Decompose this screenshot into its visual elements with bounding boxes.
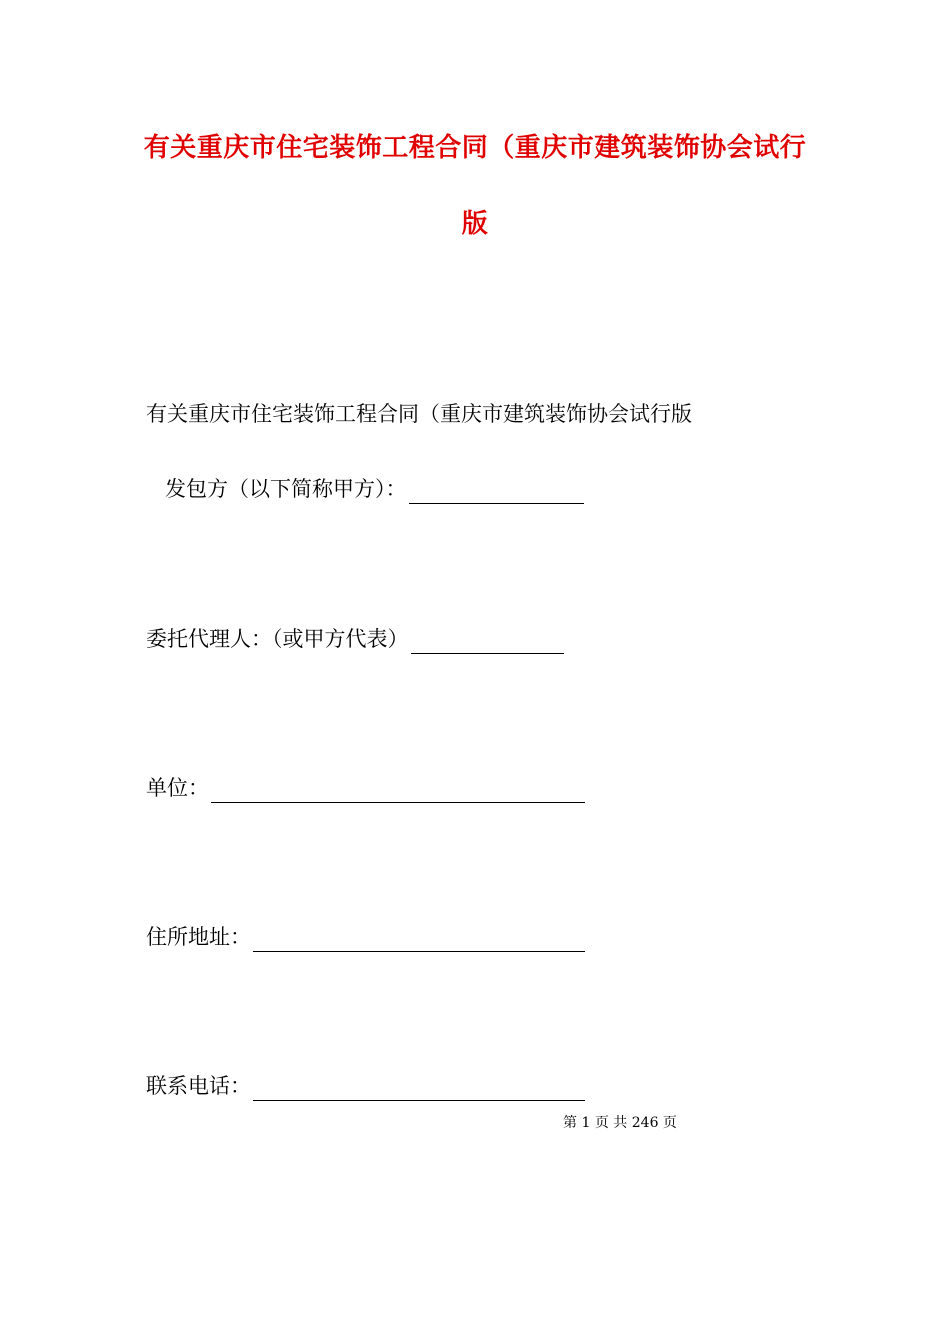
contracting-party-blank[interactable] — [409, 481, 584, 504]
agent-label: 委托代理人：（或甲方代表） — [146, 627, 409, 651]
phone-field — [146, 1071, 585, 1101]
address-field — [146, 922, 585, 952]
page-number-footer: 第 1 页 共 246 页 — [563, 1115, 677, 1131]
unit-label: 单位： — [146, 776, 209, 800]
address-label: 住所地址： — [146, 925, 251, 949]
address-blank[interactable] — [253, 929, 585, 952]
agent-field — [146, 624, 564, 654]
contracting-party-field — [165, 474, 584, 504]
document-subtitle — [146, 399, 692, 429]
agent-blank[interactable] — [411, 631, 564, 654]
phone-blank[interactable] — [253, 1078, 585, 1101]
phone-label: 联系电话： — [146, 1074, 251, 1098]
subtitle-text: 有关重庆市住宅装饰工程合同（重庆市建筑装饰协会试行版 — [146, 402, 692, 426]
document-title-continuation: 版 — [461, 209, 489, 239]
unit-blank[interactable] — [211, 780, 585, 803]
contracting-party-label: 发包方（以下简称甲方）： — [165, 477, 407, 501]
unit-field — [146, 773, 585, 803]
document-title: 有关重庆市住宅装饰工程合同（重庆市建筑装饰协会试行 — [143, 133, 807, 163]
